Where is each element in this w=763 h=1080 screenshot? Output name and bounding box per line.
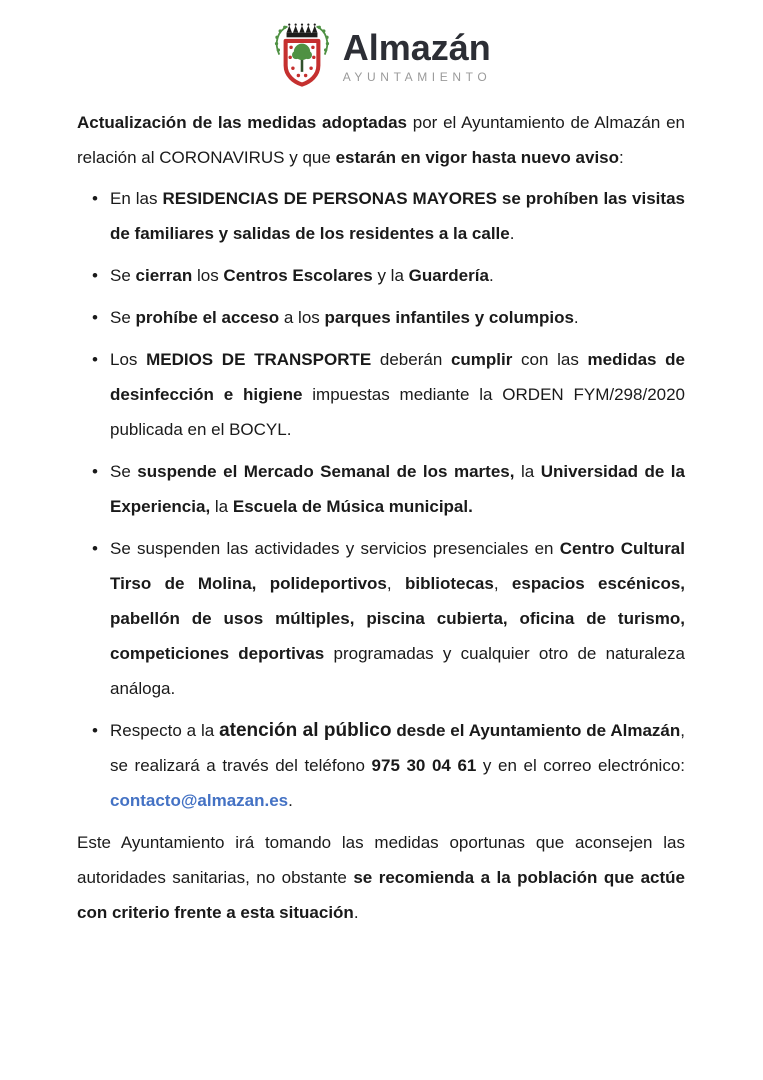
measures-list [77,181,685,818]
text-segment: impuestas mediante la ORDEN FYM/298/2020 publicada en el BOCYL. [110,385,686,439]
measure-item [77,454,685,524]
text-segment: Los [110,350,147,369]
text-segment: los [192,266,224,285]
text-segment: , se realizará a través del teléfono [110,721,685,775]
logo-wordmark: Almazán [342,27,491,68]
text-segment: por el Ayuntamiento de Almazán en relación al CORONAVIRUS y que [77,113,685,167]
bullet-icon: • [92,266,98,285]
text-segment: En las [110,189,163,208]
measure-text [110,539,685,698]
measure-text [110,350,685,439]
text-segment: Escuela de Música municipal. [232,497,473,516]
crown-icon [286,24,317,38]
text-segment: Se [110,462,138,481]
text-segment: con las [512,350,588,369]
text-segment: . [488,266,494,285]
text-segment: bibliotecas [405,574,494,593]
bullet-icon: • [92,539,98,558]
measure-text [110,266,494,285]
text-segment: Se [110,308,136,327]
measure-item [77,300,685,335]
text-segment: programadas y cualquier otro de naturaleza análoga. [110,644,685,698]
text-segment: cumplir [450,350,513,369]
text-segment: . [509,224,515,243]
text-segment: Guardería [408,266,489,285]
text-segment: cierran [135,266,193,285]
text-segment: la [514,462,541,481]
measure-item [77,713,685,818]
measure-text [110,308,579,327]
text-segment: . [573,308,579,327]
measure-text [110,721,685,810]
text-segment: prohíbe el acceso [135,308,280,327]
measure-text [110,462,685,516]
text-segment: y la [372,266,409,285]
text-segment: Universidad de la Experiencia, [110,462,685,516]
text-segment: parques infantiles y columpios [324,308,574,327]
text-segment: Centro Cultural Tirso de Molina, polideportivos [110,539,685,593]
text-segment: , [493,574,512,593]
bullet-icon: • [92,189,98,208]
almazan-crest-icon [272,21,332,90]
text-segment: suspende el Mercado Semanal de los martes, [137,462,515,481]
ayuntamiento-logo [0,0,763,90]
email-link[interactable]: contacto@almazan.es [110,791,289,810]
text-segment: se recomienda a la población que actúe con criterio frente a esta situación [77,868,686,922]
text-segment: , [386,574,405,593]
measure-item [77,531,685,706]
measure-text [110,189,685,243]
text-segment: deberán [371,350,451,369]
text-segment: : [619,148,624,167]
bullet-icon: • [92,462,98,481]
measure-item [77,181,685,251]
bullet-icon: • [92,350,98,369]
text-segment: Actualización de las medidas adoptadas [77,113,408,132]
bullet-icon: • [92,721,98,740]
text-segment: desde el Ayuntamiento de Almazán [396,721,681,740]
text-segment: . [288,791,293,810]
text-segment: medidas de desinfección e higiene [110,350,685,404]
text-segment: Respecto a la [110,721,220,740]
measure-item [77,258,685,293]
text-segment: Se suspenden las actividades y servicios presenciales en [110,539,560,558]
text-segment: a los [279,308,325,327]
text-segment: Centros Escolares [223,266,373,285]
text-segment: y en el correo electrónico: [476,756,685,775]
logo-text [343,21,492,84]
document-body [77,105,685,930]
logo-subtitle: AYUNTAMIENTO [342,70,492,84]
closing-paragraph [77,825,685,930]
text-segment: estarán en vigor hasta nuevo aviso [335,148,620,167]
text-segment: atención al público [219,720,392,741]
text-segment: MEDIOS DE TRANSPORTE [146,350,372,369]
measure-item [77,342,685,447]
text-segment: Este Ayuntamiento irá tomando las medidas oportunas que aconsejen las autoridades sanitarias, no obstante [77,833,685,887]
text-segment: 975 30 04 61 [371,756,477,775]
bullet-icon: • [92,308,98,327]
text-segment: la [210,497,233,516]
text-segment: RESIDENCIAS DE PERSONAS MAYORES se prohíben las visitas de familiares y salidas de los residentes a la calle [110,189,685,243]
intro-paragraph [77,105,685,175]
text-segment: Se [110,266,136,285]
text-segment: . [353,903,359,922]
text-segment: espacios escénicos, pabellón de usos múltiples, piscina cubierta, oficina de turismo, competiciones deportivas [110,574,686,663]
